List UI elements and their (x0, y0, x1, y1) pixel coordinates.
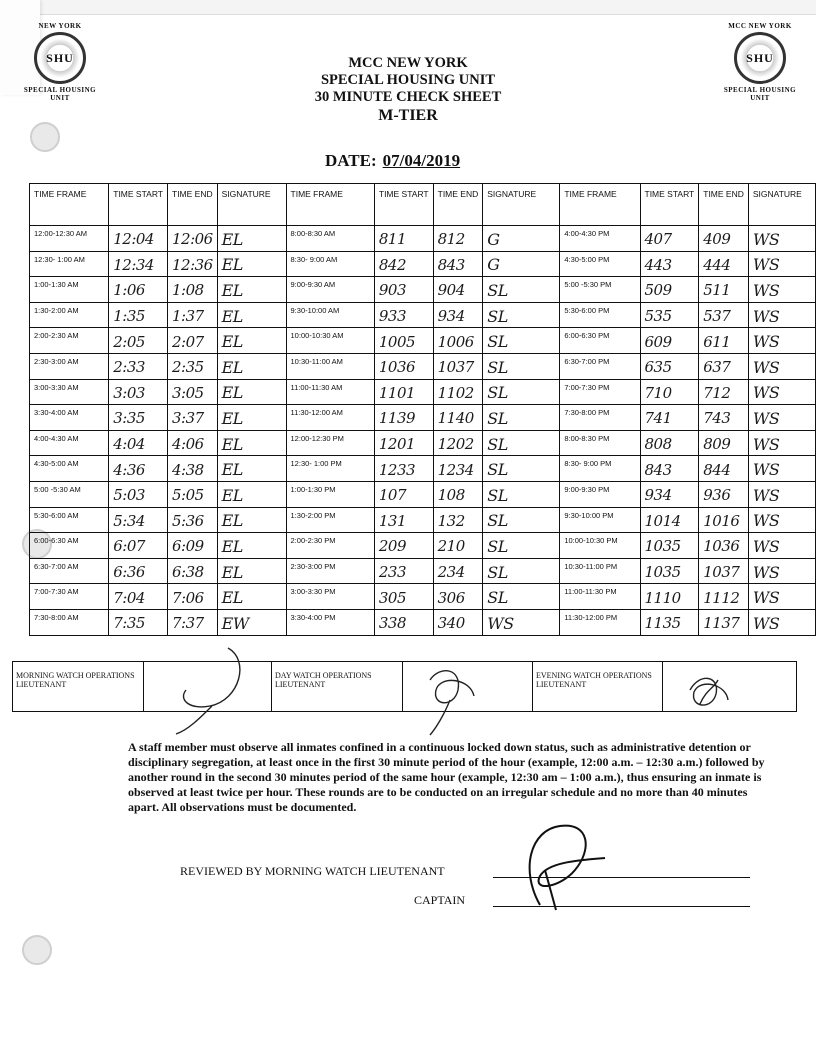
signature-cell: WS (748, 379, 815, 405)
time-frame-cell: 10:30-11:00 AM (286, 353, 374, 379)
column-header: TIME END (433, 184, 483, 226)
instructions-paragraph: A staff member must observe all inmates confined in a continuous locked down status, such as administrative detention or disciplinary segregation, at least once in the first 30 minute period of the hour (example, 12:00 a.m. – 12:30 a.m.) followed by another round in the second 30 minutes period of the same hour (example, 12:30 am – 1:00 a.m.), thus ensuring an inmate is observed at least twice per hour. These rounds are to be conducted on an irregular schedule and no more than 40 minutes apart. All observations must be documented. (128, 740, 765, 814)
time-end-cell: 132 (433, 507, 483, 533)
signature-cell: EL (217, 302, 286, 328)
signature-cell: EL (217, 584, 286, 610)
date-label: DATE: (325, 151, 377, 170)
punch-hole (30, 122, 60, 152)
time-end-cell: 1037 (699, 558, 749, 584)
signature-cell: WS (748, 609, 815, 635)
time-frame-cell: 2:30-3:00 PM (286, 558, 374, 584)
time-frame-cell: 3:00-3:30 AM (30, 379, 109, 405)
time-end-cell: 2:07 (168, 328, 218, 354)
header-line-1: MCC NEW YORK (348, 55, 468, 71)
time-start-cell: 443 (640, 251, 699, 277)
time-start-cell: 1:06 (109, 277, 168, 303)
captain-label: CAPTAIN (414, 893, 466, 907)
table-row (30, 226, 816, 252)
time-end-cell: 809 (699, 430, 749, 456)
signature-cell: WS (748, 456, 815, 482)
time-frame-cell: 6:30-7:00 PM (560, 353, 640, 379)
signature-cell: EL (217, 533, 286, 559)
logo-seal-icon: SHU (34, 32, 86, 84)
time-start-cell: 6:07 (109, 533, 168, 559)
time-frame-cell: 5:00 -5:30 PM (560, 277, 640, 303)
time-frame-cell: 7:30-8:00 AM (30, 609, 109, 635)
time-end-cell: 340 (433, 609, 483, 635)
time-start-cell: 5:03 (109, 481, 168, 507)
time-frame-cell: 9:00-9:30 PM (560, 481, 640, 507)
signature-cell: WS (748, 507, 815, 533)
table-row (30, 533, 816, 559)
time-frame-cell: 2:00-2:30 PM (286, 533, 374, 559)
signature-cell: WS (748, 533, 815, 559)
signature-cell: EL (217, 507, 286, 533)
signature-cell: EL (217, 277, 286, 303)
signature-cell: G (483, 226, 560, 252)
time-end-cell: 1112 (699, 584, 749, 610)
time-end-cell: 108 (433, 481, 483, 507)
document-header (0, 55, 816, 126)
signature-cell: EL (217, 481, 286, 507)
time-frame-cell: 12:30- 1:00 AM (30, 251, 109, 277)
time-start-cell: 808 (640, 430, 699, 456)
signature-cell: WS (748, 251, 815, 277)
signature-cell: EL (217, 353, 286, 379)
time-end-cell: 7:06 (168, 584, 218, 610)
time-start-cell: 1035 (640, 558, 699, 584)
morning-watch-label: MORNING WATCH OPERATIONS LIEUTENANT (13, 662, 144, 712)
column-header: TIME START (109, 184, 168, 226)
time-end-cell: 444 (699, 251, 749, 277)
time-frame-cell: 11:00-11:30 AM (286, 379, 374, 405)
time-end-cell: 1016 (699, 507, 749, 533)
table-row (30, 379, 816, 405)
time-frame-cell: 8:00-8:30 AM (286, 226, 374, 252)
table-row (30, 558, 816, 584)
signature-cell: WS (748, 405, 815, 431)
reviewer-signature (530, 826, 605, 910)
time-frame-cell: 11:30-12:00 AM (286, 405, 374, 431)
time-end-cell: 210 (433, 533, 483, 559)
column-header: TIME FRAME (30, 184, 109, 226)
time-end-cell: 1234 (433, 456, 483, 482)
time-end-cell: 1140 (433, 405, 483, 431)
signature-cell: SL (483, 481, 560, 507)
time-start-cell: 710 (640, 379, 699, 405)
time-frame-cell: 10:30-11:00 PM (560, 558, 640, 584)
time-start-cell: 107 (374, 481, 433, 507)
time-start-cell: 1014 (640, 507, 699, 533)
signature-cell: SL (483, 533, 560, 559)
reviewed-by-label: REVIEWED BY MORNING WATCH LIEUTENANT (180, 864, 445, 878)
time-end-cell: 537 (699, 302, 749, 328)
column-header: TIME FRAME (560, 184, 640, 226)
time-start-cell: 741 (640, 405, 699, 431)
column-header: TIME FRAME (286, 184, 374, 226)
scan-edge (0, 0, 816, 15)
time-start-cell: 3:35 (109, 405, 168, 431)
signature-cell: EL (217, 226, 286, 252)
signature-cell: WS (483, 609, 560, 635)
time-frame-cell: 12:00-12:30 AM (30, 226, 109, 252)
column-header: TIME END (699, 184, 749, 226)
time-frame-cell: 5:00 -5:30 AM (30, 481, 109, 507)
time-frame-cell: 6:00-6:30 AM (30, 533, 109, 559)
time-start-cell: 609 (640, 328, 699, 354)
time-frame-cell: 7:00-7:30 PM (560, 379, 640, 405)
time-end-cell: 1137 (699, 609, 749, 635)
signature-cell: EL (217, 456, 286, 482)
signature-cell: EL (217, 430, 286, 456)
time-start-cell: 1036 (374, 353, 433, 379)
time-start-cell: 4:36 (109, 456, 168, 482)
time-end-cell: 1:08 (168, 277, 218, 303)
time-frame-cell: 11:00-11:30 PM (560, 584, 640, 610)
time-start-cell: 305 (374, 584, 433, 610)
time-frame-cell: 10:00-10:30 AM (286, 328, 374, 354)
time-end-cell: 1036 (699, 533, 749, 559)
table-row (30, 430, 816, 456)
time-end-cell: 637 (699, 353, 749, 379)
time-end-cell: 234 (433, 558, 483, 584)
table-row (30, 456, 816, 482)
time-frame-cell: 4:30-5:00 PM (560, 251, 640, 277)
signature-cell: WS (748, 481, 815, 507)
time-frame-cell: 7:00-7:30 AM (30, 584, 109, 610)
time-frame-cell: 7:30-8:00 PM (560, 405, 640, 431)
time-frame-cell: 9:30-10:00 PM (560, 507, 640, 533)
signature-cell: EW (217, 609, 286, 635)
table-row (30, 609, 816, 635)
header-line-4: M-TIER (378, 107, 438, 124)
time-end-cell: 843 (433, 251, 483, 277)
time-frame-cell: 11:30-12:00 PM (560, 609, 640, 635)
time-end-cell: 2:35 (168, 353, 218, 379)
time-start-cell: 1110 (640, 584, 699, 610)
time-end-cell: 934 (433, 302, 483, 328)
time-end-cell: 409 (699, 226, 749, 252)
time-start-cell: 843 (640, 456, 699, 482)
signature-cell: WS (748, 353, 815, 379)
signature-cell: SL (483, 405, 560, 431)
signature-cell: SL (483, 507, 560, 533)
time-frame-cell: 1:30-2:00 PM (286, 507, 374, 533)
time-end-cell: 5:05 (168, 481, 218, 507)
time-start-cell: 1139 (374, 405, 433, 431)
signature-cell: SL (483, 277, 560, 303)
time-start-cell: 4:04 (109, 430, 168, 456)
time-end-cell: 4:38 (168, 456, 218, 482)
signature-cell: WS (748, 430, 815, 456)
time-end-cell: 1006 (433, 328, 483, 354)
time-start-cell: 338 (374, 609, 433, 635)
time-end-cell: 936 (699, 481, 749, 507)
time-frame-cell: 10:00-10:30 PM (560, 533, 640, 559)
time-start-cell: 1135 (640, 609, 699, 635)
time-end-cell: 3:37 (168, 405, 218, 431)
time-start-cell: 1:35 (109, 302, 168, 328)
time-start-cell: 407 (640, 226, 699, 252)
lieutenant-signoff-table (12, 661, 797, 712)
time-frame-cell: 12:30- 1:00 PM (286, 456, 374, 482)
signature-cell: EL (217, 328, 286, 354)
signature-cell: SL (483, 302, 560, 328)
time-end-cell: 844 (699, 456, 749, 482)
time-start-cell: 509 (640, 277, 699, 303)
reviewed-by-signature-line (493, 877, 750, 878)
header-line-3: 30 MINUTE CHECK SHEET (314, 89, 502, 105)
signature-cell: WS (748, 277, 815, 303)
check-sheet-table (29, 183, 816, 636)
column-header: SIGNATURE (748, 184, 815, 226)
time-frame-cell: 3:30-4:00 PM (286, 609, 374, 635)
time-start-cell: 7:04 (109, 584, 168, 610)
time-start-cell: 1233 (374, 456, 433, 482)
date-value: 07/04/2019 (382, 151, 461, 170)
time-start-cell: 933 (374, 302, 433, 328)
time-start-cell: 209 (374, 533, 433, 559)
table-row (30, 251, 816, 277)
time-frame-cell: 2:30-3:00 AM (30, 353, 109, 379)
time-frame-cell: 9:00-9:30 AM (286, 277, 374, 303)
time-frame-cell: 1:30-2:00 AM (30, 302, 109, 328)
table-row (30, 507, 816, 533)
time-end-cell: 1202 (433, 430, 483, 456)
captain-signature-line (493, 906, 750, 907)
table-row (30, 328, 816, 354)
signature-cell: WS (748, 328, 815, 354)
signature-cell: SL (483, 584, 560, 610)
column-header: TIME START (374, 184, 433, 226)
morning-watch-signature (144, 662, 272, 712)
column-header: TIME END (168, 184, 218, 226)
time-end-cell: 6:38 (168, 558, 218, 584)
time-end-cell: 6:09 (168, 533, 218, 559)
signature-cell: SL (483, 558, 560, 584)
time-frame-cell: 1:00-1:30 AM (30, 277, 109, 303)
table-row (30, 405, 816, 431)
time-start-cell: 1201 (374, 430, 433, 456)
time-frame-cell: 8:30- 9:00 PM (560, 456, 640, 482)
column-header: SIGNATURE (217, 184, 286, 226)
time-start-cell: 934 (640, 481, 699, 507)
time-start-cell: 635 (640, 353, 699, 379)
table-row (30, 353, 816, 379)
table-row (30, 584, 816, 610)
time-start-cell: 811 (374, 226, 433, 252)
logo-top-text: MCC NEW YORK (728, 22, 792, 30)
time-end-cell: 904 (433, 277, 483, 303)
time-end-cell: 1:37 (168, 302, 218, 328)
punch-hole (22, 935, 52, 965)
time-end-cell: 4:06 (168, 430, 218, 456)
time-end-cell: 12:36 (168, 251, 218, 277)
time-start-cell: 12:04 (109, 226, 168, 252)
logo-seal-icon: SHU (734, 32, 786, 84)
signature-cell: SL (483, 353, 560, 379)
time-start-cell: 1005 (374, 328, 433, 354)
table-header-row (30, 184, 816, 226)
time-end-cell: 12:06 (168, 226, 218, 252)
signature-cell: SL (483, 456, 560, 482)
signature-cell: WS (748, 226, 815, 252)
time-frame-cell: 3:00-3:30 PM (286, 584, 374, 610)
table-row (30, 277, 816, 303)
time-start-cell: 5:34 (109, 507, 168, 533)
time-start-cell: 903 (374, 277, 433, 303)
time-end-cell: 611 (699, 328, 749, 354)
signature-cell: EL (217, 251, 286, 277)
signature-cell: SL (483, 379, 560, 405)
time-start-cell: 3:03 (109, 379, 168, 405)
time-frame-cell: 8:30- 9:00 AM (286, 251, 374, 277)
signature-cell: G (483, 251, 560, 277)
evening-watch-signature (663, 662, 797, 712)
time-start-cell: 7:35 (109, 609, 168, 635)
day-watch-label: DAY WATCH OPERATIONS LIEUTENANT (272, 662, 403, 712)
time-end-cell: 812 (433, 226, 483, 252)
time-frame-cell: 4:00-4:30 AM (30, 430, 109, 456)
signature-cell: EL (217, 405, 286, 431)
time-start-cell: 535 (640, 302, 699, 328)
signature-cell: EL (217, 558, 286, 584)
date-line (325, 151, 490, 171)
signature-cell: WS (748, 558, 815, 584)
time-end-cell: 5:36 (168, 507, 218, 533)
time-frame-cell: 6:30-7:00 AM (30, 558, 109, 584)
time-frame-cell: 12:00-12:30 PM (286, 430, 374, 456)
logo-top-text: NEW YORK (38, 22, 82, 30)
time-end-cell: 743 (699, 405, 749, 431)
signature-cell: SL (483, 328, 560, 354)
time-end-cell: 511 (699, 277, 749, 303)
time-end-cell: 3:05 (168, 379, 218, 405)
time-start-cell: 131 (374, 507, 433, 533)
table-row (30, 481, 816, 507)
day-watch-signature (403, 662, 533, 712)
header-line-2: SPECIAL HOUSING UNIT (320, 72, 496, 88)
time-frame-cell: 6:00-6:30 PM (560, 328, 640, 354)
signature-cell: WS (748, 584, 815, 610)
table-row (30, 302, 816, 328)
column-header: TIME START (640, 184, 699, 226)
time-start-cell: 842 (374, 251, 433, 277)
time-end-cell: 712 (699, 379, 749, 405)
time-start-cell: 6:36 (109, 558, 168, 584)
time-end-cell: 1037 (433, 353, 483, 379)
time-end-cell: 306 (433, 584, 483, 610)
time-end-cell: 7:37 (168, 609, 218, 635)
signature-cell: WS (748, 302, 815, 328)
time-frame-cell: 5:30-6:00 PM (560, 302, 640, 328)
time-frame-cell: 9:30-10:00 AM (286, 302, 374, 328)
column-header: SIGNATURE (483, 184, 560, 226)
signature-cell: SL (483, 430, 560, 456)
time-start-cell: 1101 (374, 379, 433, 405)
time-frame-cell: 1:00-1:30 PM (286, 481, 374, 507)
logo-bottom-text: SPECIAL HOUSING UNIT (723, 86, 797, 102)
time-frame-cell: 3:30-4:00 AM (30, 405, 109, 431)
time-frame-cell: 4:30-5:00 AM (30, 456, 109, 482)
time-start-cell: 233 (374, 558, 433, 584)
time-frame-cell: 8:00-8:30 PM (560, 430, 640, 456)
table-body (30, 226, 816, 636)
time-start-cell: 2:33 (109, 353, 168, 379)
time-frame-cell: 4:00-4:30 PM (560, 226, 640, 252)
time-start-cell: 1035 (640, 533, 699, 559)
signature-cell: EL (217, 379, 286, 405)
logo-bottom-text: SPECIAL HOUSING UNIT (23, 86, 97, 102)
time-start-cell: 2:05 (109, 328, 168, 354)
time-frame-cell: 5:30-6:00 AM (30, 507, 109, 533)
time-end-cell: 1102 (433, 379, 483, 405)
evening-watch-label: EVENING WATCH OPERATIONS LIEUTENANT (533, 662, 663, 712)
time-start-cell: 12:34 (109, 251, 168, 277)
time-frame-cell: 2:00-2:30 AM (30, 328, 109, 354)
